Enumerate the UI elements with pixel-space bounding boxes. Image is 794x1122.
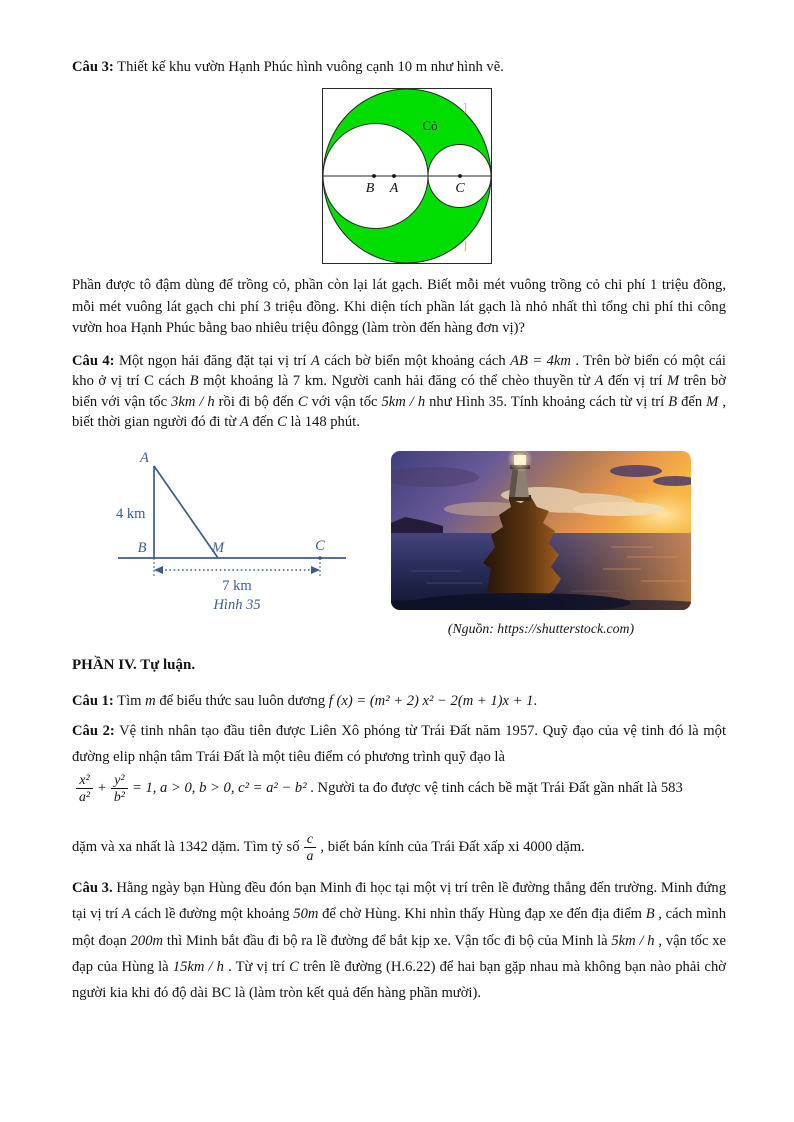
ratio-line xyxy=(72,831,732,865)
label-m: M xyxy=(211,540,225,556)
ratio-line-text-a: dặm và xa nhất là 1342 dặm. Tìm tỷ số xyxy=(72,839,300,856)
label-b: B xyxy=(137,540,147,556)
fraction-denominator: b² xyxy=(113,789,125,805)
part4-question-3: Câu 3. Hằng ngày bạn Hùng đều đón bạn Minh đi học tại một vị trí trên lề đường thẳng đến trường. Minh đứng tại vị trí A cách lề đường một khoảng 50m để chờ Hùng. Khi nhìn thấy Hùng đạp xe đến địa điểm B , cách mình một đoạn 200m thì Minh bắt đầu đi bộ ra lề đường để bắt kịp xe. Vận tốc đi bộ của Minh là 5km / h , vận tốc xe đạp của Hùng là 15km / h . Từ vị trí C trên lề đường (H.6.22) để hai bạn gặp nhau mà không bạn nào phải chờ người kia khi đó độ dài BC là (làm tròn kết quả đến hàng phần mười). xyxy=(72,880,726,1002)
equation-following-text: . Người ta đo được vệ tinh cách bề mặt Trái Đất gần nhất là 583 xyxy=(306,780,683,797)
fraction-y2-b2 xyxy=(111,772,128,806)
point-a-label: A xyxy=(389,181,399,196)
equation-conditions: = 1, a > 0, b > 0, c² = a² − b² xyxy=(131,780,307,797)
fraction-numerator: x² xyxy=(76,772,92,789)
question-3-body: Phần được tô đậm dùng để trồng cỏ, phần còn lại lát gạch. Biết mỗi mét vuông trồng cỏ chi phí 1 triệu đồng, mỗi mét vuông lát gạch chi phí 3 triệu đồng. Khi diện tích phần lát gạch là nhỏ nhất thì tổng chi phí thi công vườn hoa Hạnh Phúc bằng bao nhiêu triệu đôngg (làm tròn đến hàng đơn vị)? xyxy=(72,277,726,337)
label-c: C xyxy=(315,538,325,554)
point-b-label: B xyxy=(365,181,375,196)
ratio-line-text-b: , biết bán kính của Trái Đất xấp xi 4000 dặm. xyxy=(320,839,585,856)
part4-question-2-intro: Câu 2: Vệ tinh nhân tạo đầu tiên được Liên Xô phóng từ Trái Đất năm 1957. Quỹ đạo của vệ tinh đó là một đường elip nhận tâm Trái Đất là một tiêu điểm có phương trình quỹ đạo là xyxy=(72,723,726,765)
figure-caption: Hình 35 xyxy=(213,597,261,613)
lighthouse-photo xyxy=(391,451,691,610)
question-3-intro: Câu 3: Thiết kế khu vườn Hạnh Phúc hình vuông cạnh 10 m như hình vẽ. xyxy=(72,59,504,75)
arrowhead-left xyxy=(154,566,163,574)
arrowhead-right xyxy=(311,566,320,574)
grass-label: Cỏ xyxy=(422,118,438,133)
point-b-dot xyxy=(372,174,376,178)
label-a: A xyxy=(140,450,149,466)
fraction-x2-a2 xyxy=(76,772,93,806)
label-7km: 7 km xyxy=(222,578,252,594)
fraction-denominator: a² xyxy=(79,789,91,805)
label-4km: 4 km xyxy=(116,506,146,522)
fraction-c-a xyxy=(304,831,317,865)
point-c-dot xyxy=(458,174,462,178)
question-4-body: Câu 4: Một ngọn hải đăng đặt tại vị trí A cách bờ biển một khoảng cách AB = 4km . Trên bờ biển có một cái kho ở vị trí C cách B một khoảng là 7 km. Người canh hải đăng có thể chèo thuyền từ A đến vị trí M trên bờ biển với vận tốc 3km / h rồi đi bộ đến C với vận tốc 5km / h như Hình 35. Tính khoảng cách từ vị trí B đến M , biết thời gian người đó đi từ A đến C là 148 phút. xyxy=(72,353,726,431)
fraction-denominator: a xyxy=(306,848,314,864)
segment-am xyxy=(154,466,218,558)
ellipse-equation-line xyxy=(72,772,732,806)
point-c-dot xyxy=(318,556,321,559)
point-a-dot xyxy=(392,174,396,178)
lighthouse-photo-svg xyxy=(391,451,691,610)
garden-figure-svg xyxy=(322,88,492,264)
garden-figure xyxy=(322,88,492,264)
fraction-numerator: y² xyxy=(111,772,127,789)
photo-source-caption: (Nguồn: https://shutterstock.com) xyxy=(447,621,635,636)
plus-operator: + xyxy=(97,780,107,797)
hinh-35-svg xyxy=(98,446,350,614)
orange-mark-top: ] xyxy=(463,100,467,114)
part-4-heading: PHẦN IV. Tự luận. xyxy=(72,657,196,673)
hinh-35-diagram xyxy=(98,446,350,614)
fraction-numerator: c xyxy=(304,831,316,848)
point-c-label: C xyxy=(455,181,465,196)
part4-question-1: Câu 1: Tìm m để biểu thức sau luôn dương f (x) = (m² + 2) x² − 2(m + 1)x + 1. xyxy=(72,693,538,709)
orange-mark-bottom: ] xyxy=(463,238,467,252)
